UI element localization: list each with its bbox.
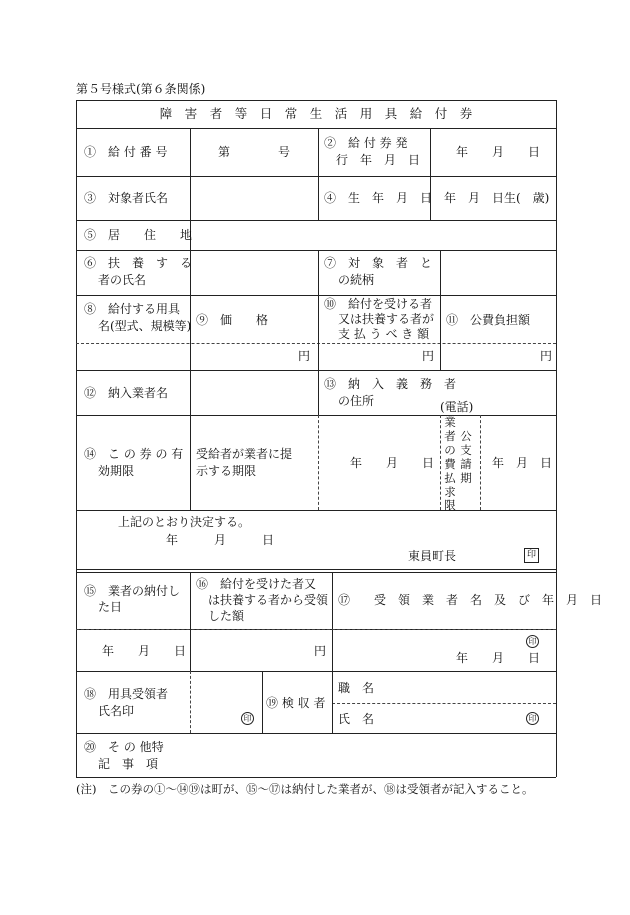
supporter-label-2: 者の氏名 <box>98 273 147 287</box>
relation-label-2: の続柄 <box>338 273 375 287</box>
other-notes-label-2: 記 事 項 <box>98 757 159 771</box>
grant-number-value: 第 号 <box>218 145 291 159</box>
vchar: 者 <box>444 429 456 443</box>
issue-date-label-1: ② 給 付 券 発 <box>324 136 408 150</box>
delivery-date-label-2: た日 <box>98 600 123 614</box>
phone-label: (電話) <box>440 400 474 414</box>
vchar: 払 <box>444 471 456 485</box>
decision-date: 年 月 日 <box>166 533 275 547</box>
relation-label-1: ⑦ 対 象 者 と <box>324 256 433 270</box>
issue-date-value: 年 月 日 <box>456 145 541 159</box>
vchar: 業 <box>444 415 456 429</box>
burden-yen: 円 <box>422 349 435 363</box>
delivery-date-label-1: ⑮ 業者の納付し <box>84 584 181 598</box>
other-notes-label-1: ⑳ そ の 他特 <box>84 740 164 754</box>
price-yen: 円 <box>298 349 311 363</box>
claim-date: 年 月 日 <box>492 456 553 470</box>
vchar: 公 <box>460 429 472 443</box>
public-burden-label: ⑪ 公費負担額 <box>446 313 531 327</box>
item-name-label-2: 名(型式、規模等) <box>98 319 192 333</box>
vchar: 支 <box>460 443 472 457</box>
user-label-1: ⑱ 用具受領者 <box>84 687 169 701</box>
vendor-seal: 印 <box>526 635 539 648</box>
user-label-2: 氏名印 <box>98 704 135 718</box>
item-name-label-1: ⑧ 給付する用具 <box>84 302 181 316</box>
burden-label-1: ⑩ 給付を受ける者 <box>324 297 433 311</box>
vchar: 費 <box>444 457 456 471</box>
obligor-label-1: ⑬ 納 入 義 務 者 <box>324 377 457 391</box>
present-limit-label-1: 受給者が業者に提 <box>196 447 293 461</box>
receipt-date-value: 年 月 日 <box>456 651 541 665</box>
vchar: 請 <box>460 457 472 471</box>
inspector-label: ⑲ 検 収 者 <box>266 696 326 710</box>
residence-label: ⑤ 居 住 地 <box>84 228 193 242</box>
burden-label-2: 又は扶養する者が <box>338 312 435 326</box>
received-amount-yen: 円 <box>314 644 327 658</box>
supporter-label-1: ⑥ 扶 養 す る <box>84 256 193 270</box>
receipt-vendor-label: ⑰ 受 領 業 者 名 及 び 年 月 日 <box>338 593 603 607</box>
present-limit-label-2: 示する期限 <box>196 464 257 478</box>
received-amount-label-2: は扶養する者から受領 <box>208 593 329 607</box>
vchar: 限 <box>444 498 456 512</box>
delivery-date-value: 年 月 日 <box>102 644 187 658</box>
birth-date-label: ④ 生 年 月 日 <box>324 191 433 205</box>
validity-label-1: ⑭ こ の 券 の 有 <box>84 447 184 461</box>
inspector-title-label: 職 名 <box>338 681 375 695</box>
validity-label-2: 効期限 <box>98 464 135 478</box>
mayor-seal: 印 <box>524 548 539 563</box>
vchar: 期 <box>460 471 472 485</box>
subject-name-label: ③ 対象者氏名 <box>84 191 169 205</box>
obligor-label-2: の住所 <box>338 394 375 408</box>
birth-date-value: 年 月 日生( 歳) <box>444 191 550 205</box>
received-amount-label-1: ⑯ 給付を受けた者又 <box>196 577 317 591</box>
burden-label-3: 支 払 う べ き 額 <box>338 327 430 341</box>
inspector-seal: 印 <box>526 712 539 725</box>
grant-number-label: ① 給 付 番 号 <box>84 145 168 159</box>
inspector-name-label: 氏 名 <box>338 712 375 726</box>
public-yen: 円 <box>540 349 553 363</box>
user-seal: 印 <box>241 712 254 725</box>
form-title: 障 害 者 等 日 常 生 活 用 具 給 付 券 <box>159 106 473 121</box>
mayor-label: 東員町長 <box>408 549 457 563</box>
received-amount-label-3: した額 <box>208 609 245 623</box>
vchar: の <box>444 443 456 457</box>
vchar: 求 <box>444 485 456 499</box>
decision-text: 上記のとおり決定する。 <box>118 515 251 529</box>
vendor-name-label: ⑫ 納入業者名 <box>84 386 169 400</box>
footnote: (注) この券の①～⑭⑲は町が、⑮～⑰は納付した業者が、⑱は受領者が記入すること。 <box>76 782 534 796</box>
price-label: ⑨ 価 格 <box>196 313 269 327</box>
issue-date-label-2: 行 年 月 日 <box>336 153 421 167</box>
validity-date: 年 月 日 <box>350 456 435 470</box>
form-number: 第５号様式(第６条関係) <box>76 82 206 96</box>
